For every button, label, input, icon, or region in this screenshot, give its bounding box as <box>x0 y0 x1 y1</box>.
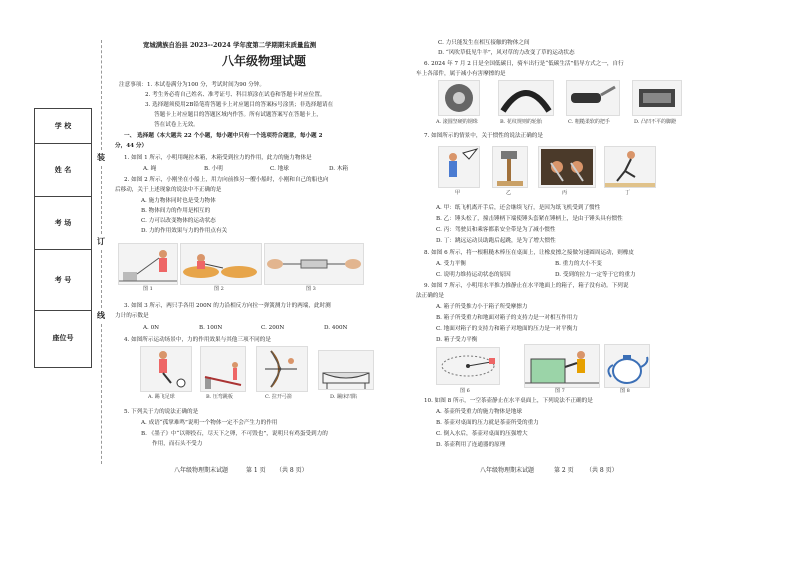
q4-stem: 4. 如图所示运动场景中，力的作用效果与其他三项不同的是 <box>124 337 271 343</box>
binding-line-top <box>101 40 102 150</box>
q4-option-a: A. 踢飞足球 <box>148 394 175 400</box>
binding-line-bottom <box>101 324 102 464</box>
q6-option-a: A. 滚圆坚硬的钢珠 <box>436 119 478 125</box>
q2-option-d: D. 力的作用效果与力的作用点有关 <box>141 228 228 234</box>
q1-option-a: A. 绳 <box>143 166 157 172</box>
note-line: 答题卡上对应题目的答题区域内作答。所有试题答案写在答题卡上， <box>154 112 322 118</box>
exam-title: 八年级物理试题 <box>222 54 307 68</box>
q10-option-b: B. 茶壶对桌面的压力就是茶壶所受的重力 <box>436 420 539 426</box>
q6-stem: 6. 2024 年 7 月 2 日是全国低碳日，骑车出行是“低碳生活”倡导方式之一，自行 <box>424 61 624 67</box>
school-label: 学 校 <box>35 109 91 144</box>
q8-stem: 8. 如图 6 所示，将一根粗糙木棒压在桌面上，让橡皮擦之接做匀速圆周运动，则橡皮 <box>424 250 635 256</box>
section-1-heading: 一、 选择题（本大题共 22 个小题，每小题中只有一个选项符合题意，每小题 2 <box>124 133 323 139</box>
q7-option-d: D. 丁：跳远运动员助跑后起跳，是为了增大惯性 <box>436 238 556 244</box>
binding-line-low <box>101 250 102 308</box>
q3-stem-cont: 力计的示数是 <box>115 313 149 319</box>
q9-option-b: B. 箱子所受重力和地面对箱子的支持力是一对相互作用力 <box>436 315 578 321</box>
q3-option-b: B. 100N <box>199 325 223 331</box>
figure-8-teapot <box>604 344 650 388</box>
q5-option-b: B. 《墨子》中“以卵投石，尽天下之卵，不可毁也”，说明只有鸡蛋受到力的 <box>141 431 328 437</box>
q2-option-a: A. 施力物体同时也是受力物体 <box>141 198 216 204</box>
q4-figure-football <box>140 346 192 392</box>
figure-3-caption: 图 3 <box>306 286 316 292</box>
q9-stem: 9. 如图 7 所示，小明用水平推力推静止在水平地面上的箱子，箱子没有动。下列说 <box>424 283 629 289</box>
exam-number-label: 考 号 <box>35 250 91 311</box>
q7-figure-car-seatbelts <box>538 146 596 188</box>
footer-right-total: （共 8 页） <box>586 467 618 474</box>
figure-2-caption: 图 2 <box>214 286 224 292</box>
q4-option-b: B. 压弯跳板 <box>206 394 233 400</box>
q1-option-c: C. 地球 <box>270 166 289 172</box>
footer-right-page: 第 2 页 <box>554 467 574 474</box>
note-line: 注意事项：1. 本试卷满分为100 分，考试时间为90 分钟。 <box>119 82 265 88</box>
exam-subtitle: 宽城满族自治县 2023--2024 学年度第二学期期末质量监测 <box>143 41 317 49</box>
q7-stem: 7. 如图所示的情景中，关于惯性的说法正确的是 <box>424 133 543 139</box>
figure-3-spring-scale <box>264 243 364 285</box>
q2-stem: 2. 如图 2 所示，小刚坐在小船上，用力向前推另一艘小船时，小刚和自己的船也向 <box>124 177 329 183</box>
student-info-table <box>34 108 92 368</box>
section-1-heading-cont: 分，44 分） <box>115 143 148 149</box>
q2-option-c: C. 力可以改变物体的运动状态 <box>141 218 216 224</box>
footer-left-total: （共 8 页） <box>276 467 308 474</box>
q5-option-a: A. 成语“孤掌难鸣”说明一个物体一定不会产生力的作用 <box>141 420 278 426</box>
q7-figure-long-jump <box>604 146 656 188</box>
q3-option-d: D. 400N <box>324 325 348 331</box>
note-line: 答在试卷上无效。 <box>154 122 199 128</box>
footer-left-title: 八年级物理期末试题 <box>174 467 229 474</box>
q6-figure-handle <box>566 80 620 116</box>
q9-stem-cont: 法正确的是 <box>416 293 444 299</box>
q5-option-d: D. “风吹草低见牛羊”，风对草的力改变了草的运动状态 <box>438 50 575 56</box>
exam-room-label: 考 场 <box>35 197 91 250</box>
q7-option-a: A. 甲：纸飞机离开手后，还会继续飞行，是因为纸飞机受到了惯性 <box>436 205 601 211</box>
q10-option-a: A. 茶壶所受重力的施力物体是地球 <box>436 409 522 415</box>
q4-figure-trampoline <box>318 350 374 390</box>
q9-option-c: C. 地面对箱子的支持力和箱子对地面的压力是一对平衡力 <box>436 326 578 332</box>
figure-1-rope-pull <box>118 243 178 285</box>
q10-option-c: C. 倒入水后，茶壶对桌面的压强增大 <box>436 431 528 437</box>
figure-6-caption: 图 6 <box>460 388 470 394</box>
figure-2-boats <box>180 243 262 285</box>
name-label: 姓 名 <box>35 144 91 197</box>
binding-line-mid <box>101 166 102 234</box>
q5-option-b-cont: 作用，而石头不受力 <box>152 441 203 447</box>
q1-option-d: D. 木箱 <box>329 166 349 172</box>
figure-7-caption: 图 7 <box>555 388 565 394</box>
q6-option-d: D. 凸凹不平的脚蹬 <box>634 119 677 125</box>
q7-option-b: B. 乙：锤头松了，撞击锤柄下端使锤头套紧在锤柄上，是由于锤头具有惯性 <box>436 216 623 222</box>
q4-option-c: C. 拉开弓箭 <box>265 394 292 400</box>
q6-option-c: C. 粗糙柔软的把手 <box>568 119 610 125</box>
q7-option-c: C. 丙：驾驶员和乘客都系安全带是为了减小惯性 <box>436 227 556 233</box>
seat-label: 座位号 <box>52 334 74 342</box>
binding-mark-ding: 订 <box>97 237 105 246</box>
figure-7-push-box <box>524 344 600 388</box>
q10-stem: 10. 如图 8 所示，一空茶壶静止在水平桌面上，下列说法不正确的是 <box>424 398 593 404</box>
figure-6-circular-motion <box>436 347 500 385</box>
q8-option-d: D. 受到的拉力一定等于它的重力 <box>555 272 636 278</box>
q1-stem: 1. 如图 1 所示，小明用绳拉木箱，木箱受到拉力的作用，此力的施力物体是 <box>124 155 312 161</box>
figure-1-caption: 图 1 <box>143 286 153 292</box>
q4-option-d: D. 蹦床凹陷 <box>330 394 358 400</box>
q9-option-a: A. 箱子所受推力小于箱子所受摩擦力 <box>436 304 528 310</box>
footer-right-title: 八年级物理期末试题 <box>480 467 535 474</box>
q6-option-b: B. 花纹规则的轮胎 <box>500 119 542 125</box>
q4-figure-archery <box>256 346 308 392</box>
q5-stem: 5. 下列关于力的说法正确的是 <box>124 409 199 415</box>
footer-left-page: 第 1 页 <box>246 467 266 474</box>
q6-figure-ball-bearing <box>438 80 480 116</box>
figure-8-caption: 图 8 <box>620 388 630 394</box>
q5-option-c: C. 力只能发生在相互接触的物体之间 <box>438 40 530 46</box>
binding-mark-zhuang: 装 <box>97 153 105 162</box>
note-line: 2. 考生务必将自己姓名、准考证号、科目填涂在试卷和答题卡对应位置。 <box>145 92 326 98</box>
q8-option-c: C. 说明力维持运动状态的原因 <box>436 272 511 278</box>
q7-figure-label-ding: 丁 <box>625 190 631 196</box>
q3-stem: 3. 如图 3 所示，两只手各用 200N 的力沿相反方向拉一弹簧测力计的两端，此时测 <box>124 303 331 309</box>
q7-figure-hammer <box>492 146 528 188</box>
q7-figure-label-yi: 乙 <box>506 190 512 196</box>
q3-option-c: C. 200N <box>261 325 285 331</box>
q2-stem-cont: 后移动，关于上述现象的说法中不正确的是 <box>115 187 222 193</box>
note-line: 3. 选择题须使用2B铅笔将答题卡上对应题目的答案标号涂黑；非选择题请在 <box>145 102 334 108</box>
q7-figure-paper-plane <box>438 146 480 188</box>
q8-option-b: B. 重力的大小不变 <box>555 261 602 267</box>
q4-figure-diving-board <box>200 346 246 392</box>
q6-figure-pedal <box>632 80 682 116</box>
binding-mark-xian: 线 <box>97 311 105 320</box>
q9-option-d: D. 箱子受力平衡 <box>436 337 478 343</box>
q3-option-a: A. 0N <box>143 325 160 331</box>
q6-stem-cont: 车上各部件，属于减小有害摩擦的是 <box>416 71 506 77</box>
q2-option-b: B. 物体间力的作用是相互的 <box>141 208 211 214</box>
q6-figure-tire <box>498 80 554 116</box>
q7-figure-label-jia: 甲 <box>455 190 461 196</box>
q7-figure-label-bing: 丙 <box>562 190 568 196</box>
q1-option-b: B. 小明 <box>204 166 223 172</box>
q8-option-a: A. 受力平衡 <box>436 261 466 267</box>
q10-option-d: D. 茶壶利用了连通器的原理 <box>436 442 506 448</box>
